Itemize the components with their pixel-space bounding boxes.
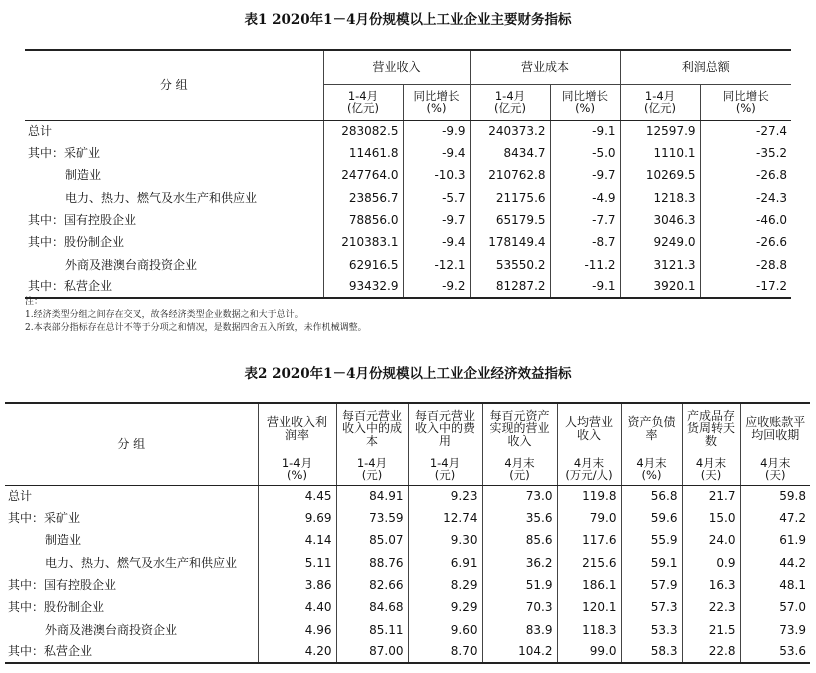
sub-header-growth	[700, 84, 791, 120]
table-cell: 210762.8	[470, 165, 550, 187]
table-row	[25, 165, 791, 187]
table-cell: 24.0	[682, 530, 740, 552]
table-cell: 6.91	[408, 552, 482, 574]
table-cell: -8.7	[550, 231, 620, 253]
table2-title: 表2 2020年1－4月份规模以上工业企业经济效益指标	[244, 366, 572, 382]
efficiency-indicators-table	[5, 402, 810, 664]
table-cell: 70.3	[482, 596, 557, 618]
table-cell: -17.2	[700, 276, 791, 298]
table-cell: -28.8	[700, 254, 791, 276]
note-2: 2.本表部分指标存在总计不等于分项之和情况，是数据四舍五入所致，未作机械调整。	[25, 323, 367, 333]
table-row	[25, 231, 791, 253]
sub-header-unit: (%)	[426, 101, 447, 115]
column-header-line: 每百元营业	[341, 408, 402, 423]
column-unit-line: (元)	[434, 467, 456, 482]
table-cell: 22.3	[682, 596, 740, 618]
table-cell: 78856.0	[323, 209, 403, 231]
column-header	[621, 403, 682, 453]
column-unit-line: 4月末	[573, 455, 605, 470]
table-row	[25, 120, 791, 142]
column-header-line: 率	[645, 427, 658, 442]
table-cell: 62916.5	[323, 254, 403, 276]
column-header-line: 每百元营业	[414, 408, 475, 423]
table-cell: 22.8	[682, 641, 740, 663]
table-cell: 23856.7	[323, 187, 403, 209]
table-cell: 88.76	[336, 552, 408, 574]
table-cell: 85.6	[482, 530, 557, 552]
table-cell: 21175.6	[470, 187, 550, 209]
column-header-line: 货周转天	[686, 421, 735, 436]
sub-header-period	[620, 84, 700, 120]
table-cell: 186.1	[557, 574, 621, 596]
table-cell: 53.3	[621, 619, 682, 641]
column-header-line: 本	[365, 433, 378, 448]
group-header: 分 组	[25, 50, 323, 120]
sub-header-growth-label: 同比增长	[413, 89, 460, 103]
table-cell: 61.9	[740, 530, 810, 552]
sub-header-unit: (%)	[735, 101, 756, 115]
row-label: 总计	[28, 124, 53, 139]
column-header	[682, 403, 740, 453]
row-label: 其中：采矿业	[8, 511, 81, 526]
table-cell: 0.9	[682, 552, 740, 574]
column-header	[482, 403, 557, 453]
table-cell: 9.23	[408, 485, 482, 507]
table-cell: 21.7	[682, 485, 740, 507]
column-unit-line: 1-4月	[281, 455, 313, 470]
table-cell: -9.9	[403, 120, 470, 142]
table-cell: 9249.0	[620, 231, 700, 253]
table-row	[5, 574, 810, 596]
table-cell: 215.6	[557, 552, 621, 574]
row-label: 其中：股份制企业	[28, 235, 125, 250]
table-cell: 79.0	[557, 507, 621, 529]
column-header	[408, 403, 482, 453]
table-cell: 16.3	[682, 574, 740, 596]
column-unit	[482, 453, 557, 485]
table-cell: 36.2	[482, 552, 557, 574]
table-cell: 4.96	[258, 619, 336, 641]
row-label: 其中：私营企业	[5, 641, 258, 663]
table-cell: 104.2	[482, 641, 557, 663]
table-cell: 4.40	[258, 596, 336, 618]
table-cell: -35.2	[700, 142, 791, 164]
table-cell: 58.3	[621, 641, 682, 663]
table-cell: 3121.3	[620, 254, 700, 276]
column-unit-line: (%)	[641, 467, 662, 482]
table1-notes	[25, 296, 367, 335]
table-cell: 53.6	[740, 641, 810, 663]
col-group-profit: 利润总额	[620, 50, 791, 84]
sub-header-period	[470, 84, 550, 120]
table-row	[5, 485, 810, 507]
table-row	[5, 530, 810, 552]
table-cell: 10269.5	[620, 165, 700, 187]
table-cell: 5.11	[258, 552, 336, 574]
sub-header-growth-label: 同比增长	[722, 89, 769, 103]
table-cell: 117.6	[557, 530, 621, 552]
row-label: 制造业	[45, 533, 82, 548]
table-row	[5, 596, 810, 618]
table-cell: -5.7	[403, 187, 470, 209]
row-label: 其中：股份制企业	[8, 600, 105, 615]
table-cell: 4.45	[258, 485, 336, 507]
column-header-line: 数	[704, 433, 717, 448]
table-cell: 53550.2	[470, 254, 550, 276]
table-cell: -26.8	[700, 165, 791, 187]
table-cell: 210383.1	[323, 231, 403, 253]
column-unit-line: (万元/人)	[565, 467, 613, 482]
table-cell: 3046.3	[620, 209, 700, 231]
table-cell: 56.8	[621, 485, 682, 507]
table-cell: -24.3	[700, 187, 791, 209]
table-cell: 85.11	[336, 619, 408, 641]
table-cell: 11461.8	[323, 142, 403, 164]
row-label: 外商及港澳台商投资企业	[65, 257, 198, 272]
table-cell: 85.07	[336, 530, 408, 552]
table-cell: 12.74	[408, 507, 482, 529]
table-row	[25, 209, 791, 231]
sub-header-unit: (%)	[575, 101, 595, 115]
column-header-line: 应收账款平	[745, 414, 806, 429]
table-cell: 119.8	[557, 485, 621, 507]
table-cell: -9.1	[550, 276, 620, 298]
table-cell: 81287.2	[470, 276, 550, 298]
column-unit-line: (元)	[509, 467, 530, 482]
table-cell: 44.2	[740, 552, 810, 574]
column-unit-line: 1-4月	[429, 455, 461, 470]
row-label: 电力、热力、燃气及水生产和供应业	[45, 555, 238, 570]
table-cell: 73.9	[740, 619, 810, 641]
table1-title: 表1 2020年1－4月份规模以上工业企业主要财务指标	[244, 12, 572, 28]
table-cell: -46.0	[700, 209, 791, 231]
table-cell: 178149.4	[470, 231, 550, 253]
table-cell: 118.3	[557, 619, 621, 641]
column-unit	[336, 453, 408, 485]
table-cell: 240373.2	[470, 120, 550, 142]
column-header	[740, 403, 810, 453]
row-label: 其中：国有控股企业	[8, 578, 117, 593]
table-cell: 73.59	[336, 507, 408, 529]
table-cell: 3920.1	[620, 276, 700, 298]
col-group-cost: 营业成本	[470, 50, 620, 84]
table-cell: -9.4	[403, 231, 470, 253]
col-group-revenue: 营业收入	[323, 50, 470, 84]
column-header	[557, 403, 621, 453]
column-header-line: 收入	[576, 427, 601, 442]
notes-heading: 注：	[25, 297, 44, 307]
column-unit-line: (天)	[765, 467, 786, 482]
group-header: 分 组	[5, 403, 258, 485]
table-cell: 65179.5	[470, 209, 550, 231]
table-cell: 83.9	[482, 619, 557, 641]
table-cell: 9.30	[408, 530, 482, 552]
table-cell: 57.0	[740, 596, 810, 618]
column-unit-line: 4月末	[695, 455, 727, 470]
column-unit	[258, 453, 336, 485]
sub-header-growth-label: 同比增长	[562, 89, 609, 103]
table-cell: 47.2	[740, 507, 810, 529]
table-cell: 21.5	[682, 619, 740, 641]
table-cell: 8.29	[408, 574, 482, 596]
row-label: 其中：采矿业	[28, 146, 101, 161]
row-label: 其中：私营企业	[25, 276, 323, 298]
table-cell: 9.60	[408, 619, 482, 641]
table-cell: 4.14	[258, 530, 336, 552]
column-header-line: 产成品存	[686, 408, 735, 423]
table-cell: 4.20	[258, 641, 336, 663]
row-label: 电力、热力、燃气及水生产和供应业	[65, 190, 258, 205]
column-header-line: 每百元资产	[489, 408, 550, 423]
table-row	[5, 641, 810, 663]
table-cell: 57.3	[621, 596, 682, 618]
table-cell: 59.8	[740, 485, 810, 507]
column-header-line: 收入中的费	[414, 421, 475, 436]
table-cell: 48.1	[740, 574, 810, 596]
table-cell: 1110.1	[620, 142, 700, 164]
sub-header-unit: (亿元)	[347, 101, 379, 115]
table-cell: 73.0	[482, 485, 557, 507]
table-row	[25, 142, 791, 164]
column-header-line: 实现的营业	[489, 421, 550, 436]
sub-header-period-label: 1-4月	[347, 89, 379, 103]
table-cell: 1218.3	[620, 187, 700, 209]
sub-header-growth	[403, 84, 470, 120]
row-label: 其中：国有控股企业	[28, 213, 137, 228]
table-cell: -9.1	[550, 120, 620, 142]
table-cell: 84.68	[336, 596, 408, 618]
column-unit	[408, 453, 482, 485]
sub-header-unit: (亿元)	[644, 101, 677, 115]
table-cell: 3.86	[258, 574, 336, 596]
column-header-line: 营业收入利	[266, 414, 327, 429]
column-unit	[557, 453, 621, 485]
table-cell: -5.0	[550, 142, 620, 164]
table-cell: 55.9	[621, 530, 682, 552]
table-row	[25, 254, 791, 276]
sub-header-period-label: 1-4月	[494, 89, 526, 103]
table-row	[5, 507, 810, 529]
column-unit-line: 4月末	[760, 455, 791, 470]
column-unit-line: (元)	[361, 467, 383, 482]
table-cell: 9.69	[258, 507, 336, 529]
column-unit	[682, 453, 740, 485]
table-cell: -26.6	[700, 231, 791, 253]
table-cell: 8434.7	[470, 142, 550, 164]
column-unit-line: 4月末	[636, 455, 667, 470]
table-cell: -10.3	[403, 165, 470, 187]
column-unit-line: 1-4月	[356, 455, 388, 470]
table-cell: 283082.5	[323, 120, 403, 142]
column-header	[336, 403, 408, 453]
table-cell: 99.0	[557, 641, 621, 663]
table-cell: 35.6	[482, 507, 557, 529]
table-cell: 84.91	[336, 485, 408, 507]
table-row	[25, 187, 791, 209]
table-cell: 120.1	[557, 596, 621, 618]
column-header-line: 润率	[284, 427, 309, 442]
table-cell: 8.70	[408, 641, 482, 663]
table-cell: 12597.9	[620, 120, 700, 142]
sub-header-growth	[550, 84, 620, 120]
column-unit	[740, 453, 810, 485]
table-cell: -9.2	[403, 276, 470, 298]
table-cell: -7.7	[550, 209, 620, 231]
table-cell: -9.7	[403, 209, 470, 231]
table-cell: 51.9	[482, 574, 557, 596]
table-row	[5, 619, 810, 641]
table-cell: -11.2	[550, 254, 620, 276]
sub-header-period	[323, 84, 403, 120]
table-cell: -4.9	[550, 187, 620, 209]
table-cell: 15.0	[682, 507, 740, 529]
column-header-line: 资产负债	[627, 414, 676, 429]
column-header-line: 收入	[507, 433, 532, 448]
financial-indicators-table	[25, 49, 791, 299]
row-label: 制造业	[65, 168, 102, 183]
sub-header-unit: (亿元)	[494, 101, 526, 115]
column-header	[258, 403, 336, 453]
table-cell: -12.1	[403, 254, 470, 276]
sub-header-period-label: 1-4月	[644, 89, 676, 103]
column-header-line: 收入中的成	[341, 421, 402, 436]
column-unit	[621, 453, 682, 485]
table-cell: 87.00	[336, 641, 408, 663]
table-cell: 93432.9	[323, 276, 403, 298]
note-1: 1.经济类型分组之间存在交叉，故各经济类型企业数据之和大于总计。	[25, 310, 304, 320]
column-unit-line: (%)	[287, 467, 307, 482]
row-label: 总计	[8, 489, 33, 504]
column-unit-line: (天)	[700, 467, 722, 482]
column-header-line: 人均营业	[564, 414, 613, 429]
table-cell: 59.6	[621, 507, 682, 529]
table-cell: 9.29	[408, 596, 482, 618]
column-header-line: 用	[438, 433, 451, 448]
row-label: 外商及港澳台商投资企业	[45, 622, 178, 637]
table-row	[5, 552, 810, 574]
table-cell: -9.7	[550, 165, 620, 187]
column-header-line: 均回收期	[751, 427, 800, 442]
table-cell: -9.4	[403, 142, 470, 164]
table-cell: 57.9	[621, 574, 682, 596]
table-cell: 59.1	[621, 552, 682, 574]
table-cell: 82.66	[336, 574, 408, 596]
column-unit-line: 4月末	[504, 455, 535, 470]
table-cell: 247764.0	[323, 165, 403, 187]
table-cell: -27.4	[700, 120, 791, 142]
